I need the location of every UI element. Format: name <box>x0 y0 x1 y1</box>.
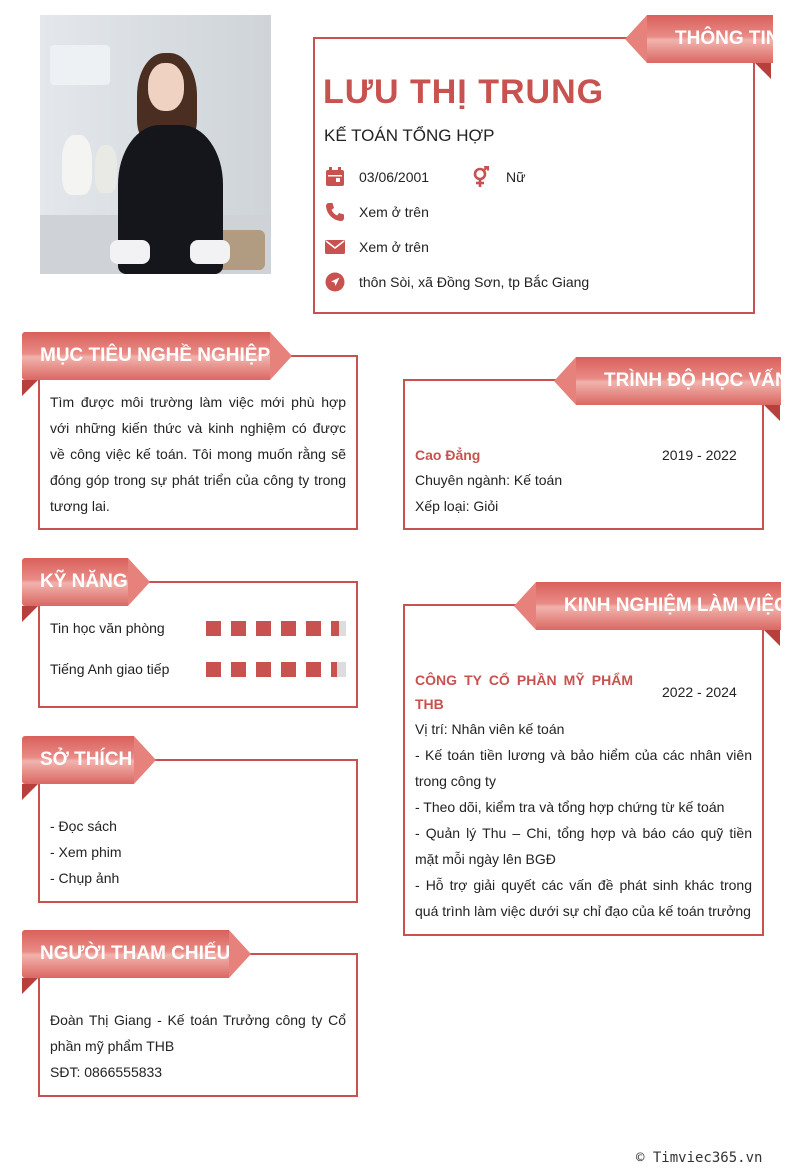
info-heading: THÔNG TIN <box>647 15 773 63</box>
hobby-item: - Đọc sách <box>50 818 117 834</box>
ribbon-fold <box>22 380 38 396</box>
phone-icon <box>324 201 346 223</box>
hobbies-list <box>50 813 122 891</box>
hobbies-heading: SỞ THÍCH <box>22 736 134 784</box>
hobby-item: - Xem phim <box>50 844 122 860</box>
address-value: thôn Sòi, xã Đồng Sơn, tp Bắc Giang <box>359 274 590 290</box>
duty-item: - Hỗ trợ giải quyết các vấn đề phát sinh khác trong quá trình làm việc dưới sự chỉ đạo của kế toán trưởng <box>415 877 752 919</box>
reference-phone: SĐT: 0866555833 <box>50 1064 163 1080</box>
gender-row <box>470 166 525 188</box>
duty-item: - Theo dõi, kiểm tra và tổng hợp chứng từ kế toán <box>415 799 725 815</box>
hobby-item: - Chụp ảnh <box>50 870 120 886</box>
experience-duties <box>415 742 752 924</box>
skill-name: Tiếng Anh giao tiếp <box>50 661 170 677</box>
education-rank: Xếp loại: Giỏi <box>415 498 499 514</box>
skill-level-square <box>256 621 271 636</box>
references-heading: NGƯỜI THAM CHIẾU <box>22 930 229 978</box>
objective-text: Tìm được môi trường làm việc mới phù hợp với những kiến thức và kinh nghiệm có được về công việc kế toán. Tôi mong muốn rằng sẽ đóng góp trong sự phát triển của công ty trong tương lai. <box>50 394 346 514</box>
ribbon-fold <box>764 630 780 646</box>
experience-company: CÔNG TY CỔ PHẦN MỸ PHẨM THB <box>415 672 633 712</box>
skill-level-square <box>306 662 321 677</box>
profile-job-title: KẾ TOÁN TỔNG HỢP <box>324 126 495 145</box>
skill-level-square <box>231 662 246 677</box>
objective-heading: MỤC TIÊU NGHỀ NGHIỆP <box>22 332 270 380</box>
profile-name: LƯU THỊ TRUNG <box>323 73 605 111</box>
ribbon-fold <box>22 606 38 622</box>
phone-value: Xem ở trên <box>359 204 429 220</box>
education-school: Cao Đẳng <box>415 447 481 463</box>
birthday-row <box>324 166 429 188</box>
skill-level-square <box>231 621 246 636</box>
ribbon-fold <box>764 405 780 421</box>
education-period: 2019 - 2022 <box>662 447 737 463</box>
mail-icon <box>324 236 346 258</box>
skill-level-square <box>306 621 321 636</box>
reference-person: Đoàn Thị Giang - Kế toán Trưởng công ty Cổ phần mỹ phẩm THB <box>50 1012 346 1054</box>
skill-level-square <box>331 621 346 636</box>
ribbon-fold <box>755 63 771 79</box>
calendar-icon <box>324 166 346 188</box>
footer-watermark: © Timviec365.vn <box>636 1150 763 1166</box>
birthday-value: 03/06/2001 <box>359 169 430 185</box>
skill-level-square <box>206 662 221 677</box>
skill-level-square <box>331 662 346 677</box>
address-row <box>324 271 589 293</box>
skill-level-square <box>256 662 271 677</box>
ribbon-fold <box>22 784 38 800</box>
skill-level-square <box>206 621 221 636</box>
experience-position: Vị trí: Nhân viên kế toán <box>415 721 565 737</box>
experience-period: 2022 - 2024 <box>662 684 737 700</box>
skill-name: Tin học văn phòng <box>50 620 165 636</box>
email-value: Xem ở trên <box>359 239 429 255</box>
education-major: Chuyên ngành: Kế toán <box>415 472 563 488</box>
email-row <box>324 236 429 258</box>
duty-item: - Kế toán tiền lương và bảo hiểm của các nhân viên trong công ty <box>415 747 752 789</box>
skill-level-square <box>281 662 296 677</box>
profile-photo <box>40 15 271 274</box>
skill-level-square <box>281 621 296 636</box>
ribbon-fold <box>22 978 38 994</box>
education-heading: TRÌNH ĐỘ HỌC VẤN <box>576 357 781 405</box>
location-icon <box>324 271 346 293</box>
experience-heading: KINH NGHIỆM LÀM VIỆC <box>536 582 781 630</box>
gender-icon <box>470 166 492 188</box>
skills-heading: KỸ NĂNG <box>22 558 128 606</box>
phone-row <box>324 201 429 223</box>
duty-item: - Quản lý Thu – Chi, tổng hợp và báo cáo quỹ tiền mặt mỗi ngày lên BGĐ <box>415 825 752 867</box>
gender-value: Nữ <box>506 169 526 185</box>
